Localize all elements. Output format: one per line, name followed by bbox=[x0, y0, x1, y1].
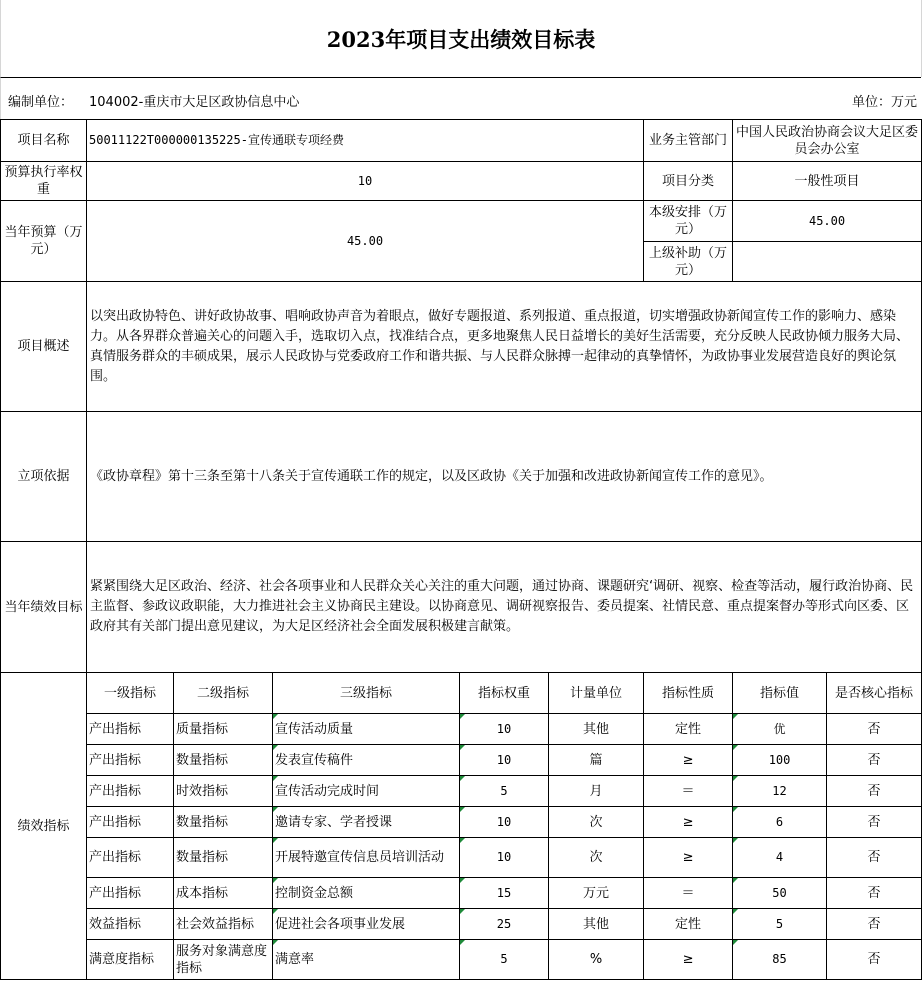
cell-marker-icon bbox=[273, 940, 278, 945]
indicator-nature: ≥ bbox=[644, 745, 733, 776]
header-l1: 一级指标 bbox=[87, 673, 174, 714]
indicator-level2: 成本指标 bbox=[174, 878, 273, 909]
indicator-weight: 25 bbox=[460, 909, 549, 940]
indicator-level1: 产出指标 bbox=[87, 745, 174, 776]
indicator-core: 否 bbox=[827, 940, 922, 980]
cell-marker-icon bbox=[273, 807, 278, 812]
indicator-nature: ＝ bbox=[644, 878, 733, 909]
cell-marker-icon bbox=[460, 714, 465, 719]
cell-marker-icon bbox=[733, 940, 738, 945]
weight-label: 预算执行率权重 bbox=[1, 162, 87, 201]
indicator-weight: 10 bbox=[460, 807, 549, 838]
header-unit: 计量单位 bbox=[549, 673, 644, 714]
indicator-value: 12 bbox=[733, 776, 827, 807]
indicator-level1: 效益指标 bbox=[87, 909, 174, 940]
header-value: 指标值 bbox=[733, 673, 827, 714]
indicator-unit: 篇 bbox=[549, 745, 644, 776]
indicator-value: 6 bbox=[733, 807, 827, 838]
budget-label: 当年预算（万元） bbox=[1, 201, 87, 282]
cell-marker-icon bbox=[273, 838, 278, 843]
indicator-value: 优 bbox=[733, 714, 827, 745]
indicator-core: 否 bbox=[827, 776, 922, 807]
header-core: 是否核心指标 bbox=[827, 673, 922, 714]
indicator-level2: 社会效益指标 bbox=[174, 909, 273, 940]
indicator-level1: 产出指标 bbox=[87, 776, 174, 807]
indicator-nature: ＝ bbox=[644, 776, 733, 807]
header-l2: 二级指标 bbox=[174, 673, 273, 714]
money-unit: 单位：万元 bbox=[851, 95, 917, 110]
indicator-nature: ≥ bbox=[644, 807, 733, 838]
header-nature: 指标性质 bbox=[644, 673, 733, 714]
dept-label: 业务主管部门 bbox=[644, 120, 733, 162]
indicator-weight: 5 bbox=[460, 776, 549, 807]
indicator-row bbox=[1, 909, 922, 940]
indicator-level1: 满意度指标 bbox=[87, 940, 174, 980]
cell-marker-icon bbox=[460, 807, 465, 812]
cell-marker-icon bbox=[733, 807, 738, 812]
indicator-unit: 其他 bbox=[549, 714, 644, 745]
indicator-unit: 万元 bbox=[549, 878, 644, 909]
indicator-core: 否 bbox=[827, 838, 922, 878]
indicator-level2: 数量指标 bbox=[174, 745, 273, 776]
indicator-nature: ≥ bbox=[644, 940, 733, 980]
cell-marker-icon bbox=[733, 745, 738, 750]
category-label: 项目分类 bbox=[644, 162, 733, 201]
indicator-level3: 开展特邀宣传信息员培训活动 bbox=[273, 838, 460, 878]
indicator-core: 否 bbox=[827, 909, 922, 940]
indicator-nature: ≥ bbox=[644, 838, 733, 878]
meta-row bbox=[0, 77, 921, 119]
indicator-level3: 促进社会各项事业发展 bbox=[273, 909, 460, 940]
indicator-level2: 质量指标 bbox=[174, 714, 273, 745]
unit-value: 104002-重庆市大足区政协信息中心 bbox=[89, 95, 300, 110]
indicator-weight: 15 bbox=[460, 878, 549, 909]
indicator-row bbox=[1, 714, 922, 745]
indicator-weight: 5 bbox=[460, 940, 549, 980]
indicator-level2: 数量指标 bbox=[174, 807, 273, 838]
local-label: 本级安排（万元） bbox=[644, 201, 733, 242]
indicator-row bbox=[1, 807, 922, 838]
unit-label: 编制单位： bbox=[8, 95, 74, 110]
indicator-weight: 10 bbox=[460, 745, 549, 776]
indicator-level3: 宣传活动完成时间 bbox=[273, 776, 460, 807]
indicator-row bbox=[1, 745, 922, 776]
indicator-level1: 产出指标 bbox=[87, 838, 174, 878]
indicator-unit: % bbox=[549, 940, 644, 980]
indicator-nature: 定性 bbox=[644, 909, 733, 940]
cell-marker-icon bbox=[273, 714, 278, 719]
indicator-unit: 次 bbox=[549, 838, 644, 878]
indicator-level3: 满意率 bbox=[273, 940, 460, 980]
indicator-unit: 月 bbox=[549, 776, 644, 807]
indicator-core: 否 bbox=[827, 807, 922, 838]
indicator-weight: 10 bbox=[460, 838, 549, 878]
indicator-level3: 邀请专家、学者授课 bbox=[273, 807, 460, 838]
indicator-row bbox=[1, 878, 922, 909]
basis-label: 立项依据 bbox=[1, 412, 87, 542]
cell-marker-icon bbox=[733, 776, 738, 781]
cell-marker-icon bbox=[460, 838, 465, 843]
dept-value: 中国人民政治协商会议大足区委员会办公室 bbox=[733, 120, 922, 162]
cell-marker-icon bbox=[460, 878, 465, 883]
header-weight: 指标权重 bbox=[460, 673, 549, 714]
basis-text: 《政协章程》第十三条至第十八条关于宣传通联工作的规定，以及区政协《关于加强和改进政协新闻宣传工作的意见》。 bbox=[87, 412, 922, 542]
cell-marker-icon bbox=[733, 878, 738, 883]
weight-value: 10 bbox=[87, 162, 644, 201]
cell-marker-icon bbox=[460, 940, 465, 945]
category-value: 一般性项目 bbox=[733, 162, 922, 201]
upper-value bbox=[733, 242, 922, 282]
indicator-level1: 产出指标 bbox=[87, 714, 174, 745]
indicator-level3: 发表宣传稿件 bbox=[273, 745, 460, 776]
indicator-core: 否 bbox=[827, 714, 922, 745]
cell-marker-icon bbox=[733, 838, 738, 843]
cell-marker-icon bbox=[733, 909, 738, 914]
indicator-level3: 宣传活动质量 bbox=[273, 714, 460, 745]
indicator-row bbox=[1, 776, 922, 807]
sheet-title: 2023年项目支出绩效目标表 bbox=[0, 0, 922, 77]
cell-marker-icon bbox=[273, 776, 278, 781]
indicator-value: 100 bbox=[733, 745, 827, 776]
performance-table bbox=[0, 119, 922, 980]
budget-value: 45.00 bbox=[87, 201, 644, 282]
cell-marker-icon bbox=[460, 909, 465, 914]
goal-label: 当年绩效目标 bbox=[1, 542, 87, 673]
indicator-level2: 数量指标 bbox=[174, 838, 273, 878]
project-name-label: 项目名称 bbox=[1, 120, 87, 162]
cell-marker-icon bbox=[460, 745, 465, 750]
indicator-level2: 时效指标 bbox=[174, 776, 273, 807]
indicator-unit: 其他 bbox=[549, 909, 644, 940]
indicator-value: 4 bbox=[733, 838, 827, 878]
indicators-label: 绩效指标 bbox=[1, 673, 87, 980]
indicator-row bbox=[1, 940, 922, 980]
goal-text: 紧紧围绕大足区政治、经济、社会各项事业和人民群众关心关注的重大问题，通过协商、课题研究‘调研、视察、检查等活动，履行政治协商、民主监督、参政议政职能，大力推进社会主义协商民主建设。以协商意见、调研视察报告、委员提案、社情民意、重点提案督办等形式向区委、区政府其有关部门提出意见建议，为大足区经济社会全面发展积极建言献策。 bbox=[87, 542, 922, 673]
indicator-core: 否 bbox=[827, 878, 922, 909]
indicator-row bbox=[1, 838, 922, 878]
indicator-level1: 产出指标 bbox=[87, 807, 174, 838]
cell-marker-icon bbox=[733, 714, 738, 719]
indicator-nature: 定性 bbox=[644, 714, 733, 745]
upper-label: 上级补助（万元） bbox=[644, 242, 733, 282]
indicator-level1: 产出指标 bbox=[87, 878, 174, 909]
indicator-value: 50 bbox=[733, 878, 827, 909]
overview-label: 项目概述 bbox=[1, 282, 87, 412]
indicator-value: 85 bbox=[733, 940, 827, 980]
indicator-core: 否 bbox=[827, 745, 922, 776]
indicator-level3: 控制资金总额 bbox=[273, 878, 460, 909]
cell-marker-icon bbox=[460, 776, 465, 781]
header-l3: 三级指标 bbox=[273, 673, 460, 714]
local-value: 45.00 bbox=[733, 201, 922, 242]
cell-marker-icon bbox=[273, 745, 278, 750]
indicator-weight: 10 bbox=[460, 714, 549, 745]
cell-marker-icon bbox=[273, 878, 278, 883]
project-name-value: 50011122T000000135225-宣传通联专项经费 bbox=[87, 120, 644, 162]
indicator-unit: 次 bbox=[549, 807, 644, 838]
overview-text: 以突出政协特色、讲好政协故事、唱响政协声音为着眼点，做好专题报道、系列报道、重点报道，切实增强政协新闻宣传工作的影响力、感染力。从各界群众普遍关心的问题入手，选取切入点，找准结合点，更多地聚焦人民日益增长的美好生活需要，充分反映人民政协倾力服务大局、真情服务群众的丰硕成果，展示人民政协与党委政府工作和谐共振、与人民群众脉搏一起律动的真挚情怀，为政协事业发展营造良好的舆论氛围。 bbox=[87, 282, 922, 412]
indicator-value: 5 bbox=[733, 909, 827, 940]
indicator-level2: 服务对象满意度指标 bbox=[174, 940, 273, 980]
cell-marker-icon bbox=[273, 909, 278, 914]
